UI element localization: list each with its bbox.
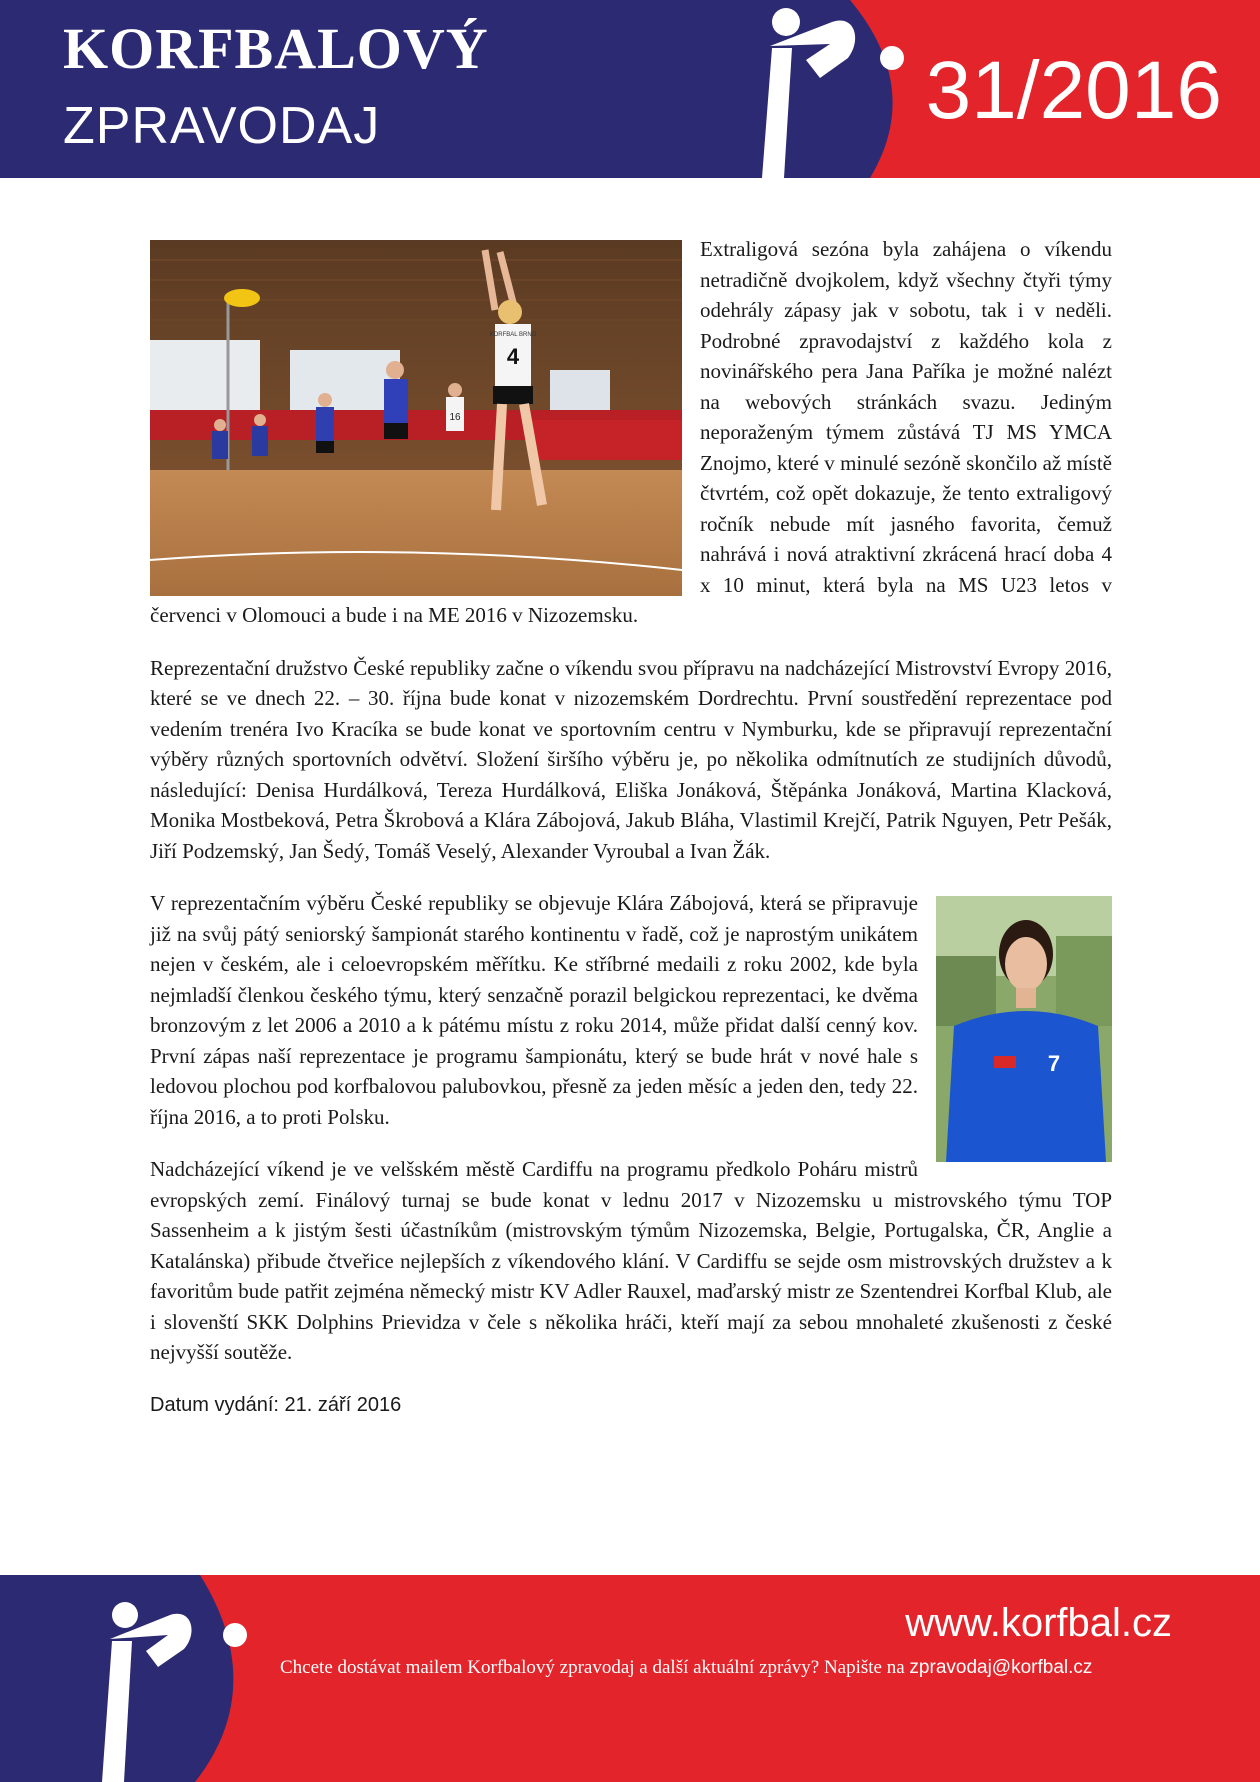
newsletter-title-line2: ZPRAVODAJ: [63, 97, 381, 155]
player-portrait-photo: [936, 896, 1112, 1162]
issue-date: Datum vydání: 21. září 2016: [150, 1393, 402, 1416]
article-body: [150, 234, 1112, 1442]
paragraph-zabojova: V reprezentačním výběru České republiky se objevuje Klára Zábojová, která se připravuje již na svůj pátý seniorský šampionát starého kontinentu v řadě, což je naprostým unikátem nejen v českém, ale i celoevropském měřítku. Ke stříbrné medaili z roku 2002, kde byla nejmladší členkou českého týmu, který senzačně porazil belgickou reprezentaci, ke dvěma bronzovým z let 2006 a 2010 a k pátému místu z roku 2014, může přidat další cenný kov. První zápas naší reprezentace je programu šampionátu, který se bude hrát v nové hale s ledovou plochou pod korfbalovou palubovkou, přesně za jeden měsíc a jeden den, tedy 22. října 2016, a to proti Polsku.: [150, 891, 918, 1129]
issue-number: 31/2016: [925, 45, 1222, 136]
player-number-16: 16: [449, 412, 461, 423]
player-number-7: 7: [1047, 1051, 1061, 1076]
newsletter-title-line1: KORFBALOVÝ: [63, 16, 489, 81]
subscribe-prompt: Chcete dostávat mailem Korfbalový zpravodaj a další aktuální zprávy? Napište na: [280, 1657, 905, 1678]
korfball-match-photo: [150, 240, 682, 596]
footer-banner: [0, 1575, 1260, 1782]
website-link[interactable]: www.korfbal.cz: [905, 1601, 1172, 1645]
paragraph-extraliga: Extraligová sezóna byla zahájena o víkendu netradičně dvojkolem, když všechny čtyři týmy odehrály zápasy jak v sobotu, tak i v neděli. Podrobné zpravodajství z každého kola z novinářského pera Jana Paříka je možné nalézt na webových stránkách svazu. Jediným neporaženým týmem zůstává TJ MS YMCA Znojmo, které v minulé sezóně skončilo až místě čtvrtém, což opět dokazuje, že tento extraligový ročník nebude mít jasného favorita, čemuž nahrává i nová atraktivní zkrácená hrací doba 4 x 10 minut, která byla na MS U23 letos v červenci v Olomouci a bude i na ME 2016 v Nizozemsku.: [150, 237, 1112, 627]
paragraph-pohar-mistru: Nadcházející víkend je ve velšském městě Cardiffu na programu předkolo Poháru mistrů evropských zemí. Finálový turnaj se bude konat v lednu 2017 v Nizozemsku u mistrovského týmu TOP Sassenheim a k jistým šesti účastníkům (mistrovským týmům Nizozemska, Belgie, Portugalska, ČR, Anglie a Katalánska) přibude čtveřice nejlepších z víkendového klání. V Cardiffu se sejde osm mistrovských družstev a k favoritům bude patřit zejména německý mistr KV Adler Rauxel, maďarský mistr ze Szentendrei Korfbal Klub, ale i slovenští SKK Dolphins Prievidza v čele s několika hráči, kteří mají za sebou mnohaleté zkušenosti z české nejvyšší soutěže.: [150, 1157, 1112, 1364]
player-number-4: 4: [506, 344, 520, 369]
paragraph-reprezentace: Reprezentační družstvo České republiky začne o víkendu svou přípravu na nadcházející Mistrovství Evropy 2016, které se ve dnech 22. – 30. října bude konat v nizozemském Dordrechtu. První soustředění reprezentace pod vedením trenéra Ivo Kracíka se bude konat ve sportovním centru v Nymburku, kde se připravují reprezentační výběry různých sportovních odvětví. Složení širšího výběru je, po několika odmítnutích ze studijních důvodů, následující: Denisa Hurdálková, Tereza Hurdálková, Eliška Jonáková, Štěpánka Jonáková, Martina Klacková, Monika Mostbeková, Petra Škrobová a Klára Zábojová, Jakub Bláha, Vlastimil Krejčí, Patrik Nguyen, Petr Pešák, Jiří Podzemský, Jan Šedý, Tomáš Veselý, Alexander Vyroubal a Ivan Žák.: [150, 655, 1112, 863]
subscribe-text: [280, 1657, 1200, 1680]
jersey-text: KORFBAL BRNO: [489, 332, 537, 338]
header-banner: [0, 0, 1260, 178]
email-link[interactable]: zpravodaj@korfbal.cz: [909, 1657, 1093, 1678]
